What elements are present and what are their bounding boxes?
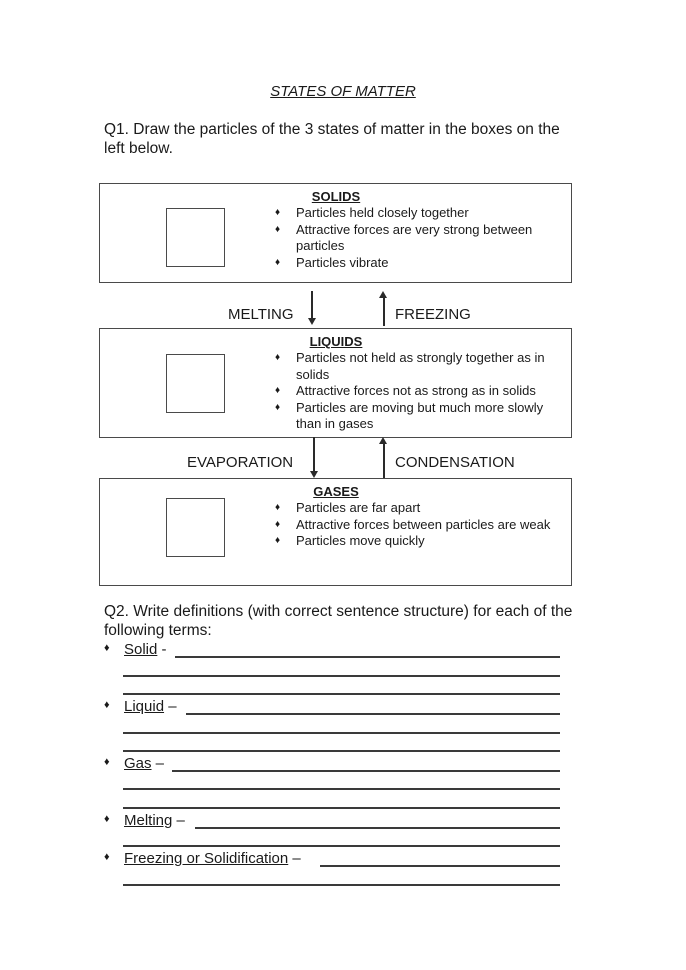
evaporation-label: EVAPORATION — [187, 454, 294, 471]
fact-item: ♦ Particles are moving but much more slowly than in gases — [275, 399, 544, 431]
melting-arrow-icon — [311, 291, 313, 318]
diamond-bullet-icon: ♦ — [104, 813, 110, 825]
fact-item: ♦ Attractive forces between particles are weak — [275, 516, 551, 532]
answer-line[interactable] — [172, 770, 560, 772]
fact-item: ♦ Particles held closely together — [275, 205, 469, 220]
question-1: Q1. Draw the particles of the 3 states of matter in the boxes on the left below. — [104, 121, 560, 157]
solids-drawing-area[interactable] — [166, 208, 225, 267]
melting-label: MELTING — [228, 306, 294, 323]
term-label: Freezing or Solidification — [124, 850, 289, 867]
solids-box — [99, 183, 572, 283]
diamond-bullet-icon: ♦ — [275, 401, 281, 413]
answer-line[interactable] — [123, 807, 560, 809]
gases-heading: GASES — [313, 484, 359, 499]
diamond-bullet-icon: ♦ — [275, 385, 281, 396]
arrow-up-icon — [379, 437, 387, 444]
diamond-bullet-icon: ♦ — [275, 502, 281, 513]
liquids-heading: LIQUIDS — [309, 334, 363, 349]
solids-facts — [275, 205, 565, 271]
term-melting: ♦ Melting – — [104, 812, 185, 829]
diamond-bullet-icon: ♦ — [275, 207, 281, 218]
gases-drawing-area[interactable] — [166, 498, 225, 557]
arrow-up-icon — [379, 291, 387, 298]
fact-item: ♦ Attractive forces are very strong between particles — [275, 221, 533, 253]
question-2: Q2. Write definitions (with correct sentence structure) for each of the following terms: — [104, 603, 573, 639]
term-label: Liquid — [124, 698, 165, 715]
answer-line[interactable] — [123, 750, 560, 752]
gases-box — [99, 478, 572, 586]
worksheet-title: STATES OF MATTER — [270, 83, 416, 100]
answer-line[interactable] — [123, 693, 560, 695]
diamond-bullet-icon: ♦ — [275, 518, 281, 530]
fact-item: ♦ Particles move quickly — [275, 533, 425, 548]
diamond-bullet-icon: ♦ — [275, 223, 281, 235]
fact-item: ♦ Particles are far apart — [275, 500, 421, 515]
answer-line[interactable] — [123, 884, 560, 886]
condensation-arrow-icon — [383, 444, 385, 478]
answer-line[interactable] — [175, 656, 560, 658]
evaporation-arrow-icon — [313, 437, 315, 471]
answer-line[interactable] — [123, 788, 560, 790]
freezing-label: FREEZING — [395, 306, 471, 323]
freezing-arrow-icon — [383, 298, 385, 326]
liquids-box — [99, 328, 572, 438]
answer-line[interactable] — [195, 827, 560, 829]
term-solid: ♦ Solid - — [104, 641, 167, 658]
diamond-bullet-icon: ♦ — [275, 352, 281, 363]
condensation-label: CONDENSATION — [395, 454, 515, 471]
solids-heading: SOLIDS — [311, 189, 361, 204]
term-label: Solid — [124, 641, 158, 658]
fact-item: ♦ Particles not held as strongly together as in solids — [275, 350, 545, 382]
liquids-facts — [275, 350, 565, 433]
diamond-bullet-icon: ♦ — [104, 642, 110, 654]
fact-item: ♦ Particles vibrate — [275, 254, 389, 270]
term-label: Melting — [124, 812, 173, 829]
liquids-drawing-area[interactable] — [166, 354, 225, 413]
fact-item: ♦ Attractive forces not as strong as in solids — [275, 383, 536, 398]
gases-facts — [275, 500, 565, 550]
diamond-bullet-icon: ♦ — [275, 256, 281, 268]
answer-line[interactable] — [320, 865, 560, 867]
diamond-bullet-icon: ♦ — [104, 851, 110, 863]
term-liquid: ♦ Liquid – — [104, 698, 177, 715]
answer-line[interactable] — [123, 732, 560, 734]
diamond-bullet-icon: ♦ — [104, 699, 110, 711]
term-freezing: ♦ Freezing or Solidification – — [104, 850, 301, 867]
answer-line[interactable] — [123, 845, 560, 847]
arrow-down-icon — [310, 471, 318, 478]
arrow-down-icon — [308, 318, 316, 325]
diamond-bullet-icon: ♦ — [275, 535, 281, 546]
diamond-bullet-icon: ♦ — [104, 756, 110, 768]
term-label: Gas — [124, 755, 152, 772]
answer-line[interactable] — [186, 713, 560, 715]
answer-line[interactable] — [123, 675, 560, 677]
term-gas: ♦ Gas – — [104, 755, 165, 772]
